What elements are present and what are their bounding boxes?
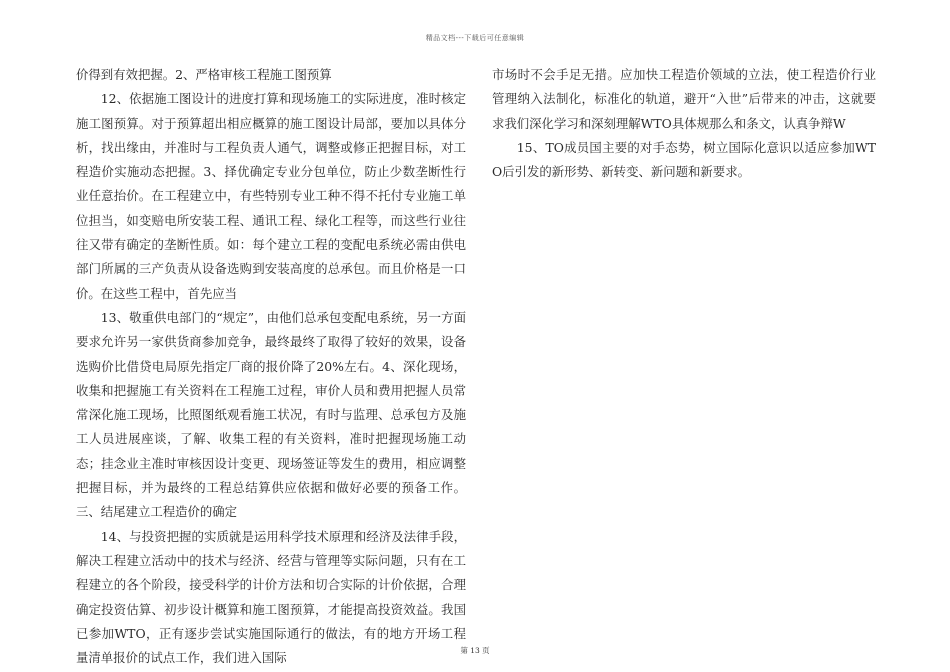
- paragraph: 14、与投资把握的实质就是运用科学技术原理和经济及法律手段，解决工程建立活动中的技术与经济、经营与管理等实际问题，只有在工程建立的各个阶段，接受科学的计价方法和切合实际的计价依据，合理确定投资估算、初步设计概算和施工图预算，才能提高投资效益。我国已参加WTO，正有逐步尝试实施国际通行的做法，有的地方开场工程量清单报价的试点工作，我们进入国际: [76, 528, 466, 666]
- page-number: 第 13 页: [460, 646, 490, 655]
- paragraph: 市场时不会手足无措。应加快工程造价领域的立法，使工程造价行业管理纳入法制化，标准化的轨道，避开“入世”后带来的冲击，这就要求我们深化学习和深刻理解WTO具体规那么和条文，认真争辩W: [492, 67, 876, 131]
- left-column: [76, 63, 466, 670]
- paragraph: 12、依据施工图设计的进度打算和现场施工的实际进度，准时核定施工图预算。对于预算超出相应概算的施工图设计局部，要加以具体分析，找出缘由，并准时与工程负责人通气，调整或修正把握目标，对工程造价实施动态把握。3、择优确定专业分包单位，防止少数垄断性行业任意抬价。在工程建立中，有些特别专业工种不得不托付专业施工单位担当，如变赔电所安装工程、通讯工程、绿化工程等，而这些行业往往又带有确定的垄断性质。如：每个建立工程的变配电系统必需由供电部门所属的三产负责从设备选购到安装高度的总承包。而且价格是一口价。在这些工程中，首先应当: [76, 91, 466, 301]
- paragraph: 15、TO成员国主要的对手态势，树立国际化意识以适应参加WTO后引发的新形势、新转变、新问题和新要求。: [492, 139, 876, 180]
- page-header: 精品文档---下载后可任意编辑: [425, 34, 525, 42]
- right-column: [492, 63, 876, 184]
- paragraph: 价得到有效把握。2、严格审核工程施工图预算: [76, 67, 332, 82]
- paragraph: 13、敬重供电部门的“规定”，由他们总承包变配电系统，另一方面要求允许另一家供货商参加竞争，最终最终了取得了较好的效果，设备选购价比借贷电局原先指定厂商的报价降了20%左右。4、深化现场，收集和把握施工有关资料在工程施工过程，审价人员和费用把握人员常常深化施工现场，比照图纸观看施工状况，有时与监理、总承包方及施工人员进展座谈，了解、收集工程的有关资料，准时把握现场施工动态；挂念业主准时审核因设计变更、现场签证等发生的费用，相应调整把握目标，并为最终的工程总结算供应依据和做好必要的预备工作。三、结尾建立工程造价的确定: [76, 309, 466, 520]
